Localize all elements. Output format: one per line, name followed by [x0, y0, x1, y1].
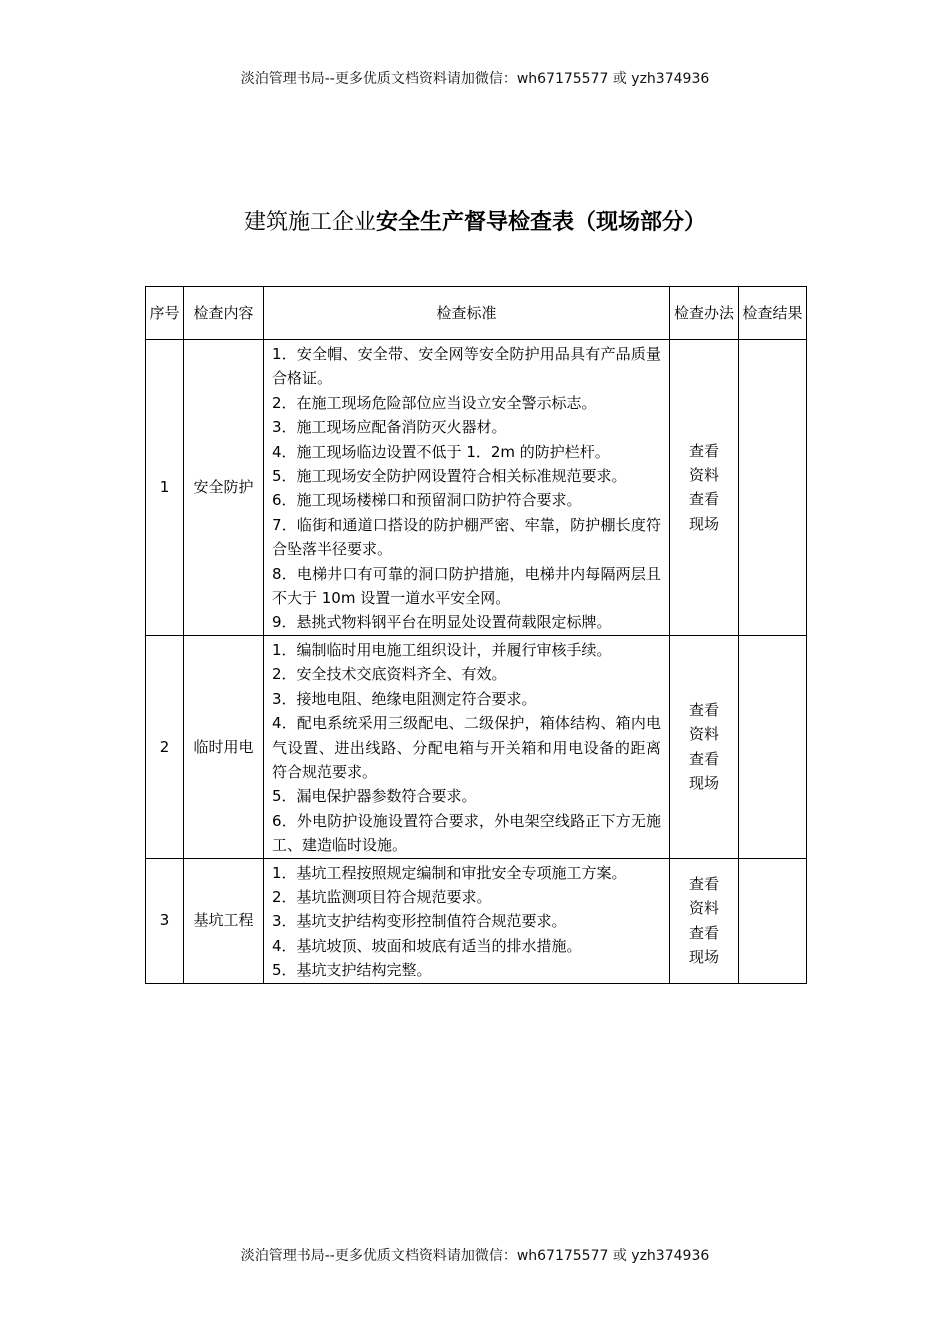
- standard-line: 1．编制临时用电施工组织设计，并履行审核手续。: [272, 640, 612, 659]
- row-number: 3: [146, 858, 184, 983]
- method-line: 查看: [688, 923, 719, 942]
- method-line: 资料: [688, 466, 719, 485]
- row-standards: [264, 340, 670, 636]
- row-number: 2: [146, 635, 184, 858]
- row-standards: [264, 858, 670, 983]
- method-line: 资料: [688, 725, 719, 744]
- standard-line: 2．在施工现场危险部位应当设立安全警示标志。: [272, 393, 597, 412]
- row-result: [739, 340, 807, 636]
- row-number: 1: [146, 340, 184, 636]
- header-no: 序号: [146, 287, 184, 340]
- title-main: 安全生产督导检查表（现场部分）: [376, 210, 707, 235]
- method-line: 现场: [688, 947, 719, 966]
- table-row: [146, 858, 807, 983]
- standard-line: 2．基坑监测项目符合规范要求。: [272, 887, 492, 906]
- standard-line: 4．基坑坡顶、坡面和坡底有适当的排水措施。: [272, 936, 582, 955]
- title-prefix: 建筑施工企业: [243, 210, 376, 235]
- standard-line: 1．基坑工程按照规定编制和审批安全专项施工方案。: [272, 863, 627, 882]
- standard-line: 5．漏电保护器参数符合要求。: [272, 787, 477, 806]
- standard-line: 3．施工现场应配备消防灭火器材。: [272, 418, 507, 437]
- method-line: 资料: [688, 899, 719, 918]
- row-result: [739, 635, 807, 858]
- row-item: 安全防护: [184, 340, 264, 636]
- row-result: [739, 858, 807, 983]
- document-title: [0, 205, 950, 236]
- standard-line: 1．安全帽、安全带、安全网等安全防护用品具有产品质量合格证。: [272, 345, 661, 388]
- page-header-text: 淡泊管理书局--更多优质文档资料请加微信：wh67175577 或 yzh374936: [240, 71, 710, 87]
- row-standards: [264, 635, 670, 858]
- page-footer-text: 淡泊管理书局--更多优质文档资料请加微信：wh67175577 或 yzh374936: [240, 1248, 710, 1264]
- standard-line: 2．安全技术交底资料齐全、有效。: [272, 665, 507, 684]
- method-line: 查看: [688, 441, 719, 460]
- standard-line: 6．施工现场楼梯口和预留洞口防护符合要求。: [272, 491, 582, 510]
- standard-line: 3．基坑支护结构变形控制值符合规范要求。: [272, 912, 567, 931]
- standard-line: 5．基坑支护结构完整。: [272, 961, 432, 980]
- table-row: [146, 340, 807, 636]
- method-line: 现场: [688, 774, 719, 793]
- standard-line: 9．悬挑式物料钢平台在明显处设置荷载限定标牌。: [272, 613, 612, 632]
- standard-line: 4．配电系统采用三级配电、二级保护，箱体结构、箱内电气设置、进出线路、分配电箱与开关箱和用电设备的距离符合规范要求。: [272, 714, 661, 781]
- header-standard: 检查标准: [264, 287, 670, 340]
- row-item: 基坑工程: [184, 858, 264, 983]
- row-method: [670, 858, 739, 983]
- row-item: 临时用电: [184, 635, 264, 858]
- standard-line: 8．电梯井口有可靠的洞口防护措施，电梯井内每隔两层且不大于 10m 设置一道水平安全网。: [272, 564, 661, 608]
- table-header-row: [146, 287, 807, 340]
- standard-line: 5．施工现场安全防护网设置符合相关标准规范要求。: [272, 467, 627, 486]
- inspection-table: [145, 286, 807, 984]
- row-method: [670, 340, 739, 636]
- row-method: [670, 635, 739, 858]
- standard-line: 4．施工现场临边设置不低于 1．2m 的防护栏杆。: [272, 442, 610, 461]
- standard-line: 7．临街和通道口搭设的防护棚严密、牢靠，防护棚长度符合坠落半径要求。: [272, 515, 661, 559]
- method-line: 查看: [688, 874, 719, 893]
- standard-line: 3．接地电阻、绝缘电阻测定符合要求。: [272, 689, 537, 708]
- method-line: 查看: [688, 700, 719, 719]
- method-line: 查看: [688, 490, 719, 509]
- standard-line: 6．外电防护设施设置符合要求，外电架空线路正下方无施工、建造临时设施。: [272, 811, 661, 855]
- table-row: [146, 635, 807, 858]
- header-method: 检查办法: [670, 287, 739, 340]
- header-result: 检查结果: [739, 287, 807, 340]
- header-item: 检查内容: [184, 287, 264, 340]
- method-line: 现场: [688, 514, 719, 533]
- method-line: 查看: [688, 749, 719, 768]
